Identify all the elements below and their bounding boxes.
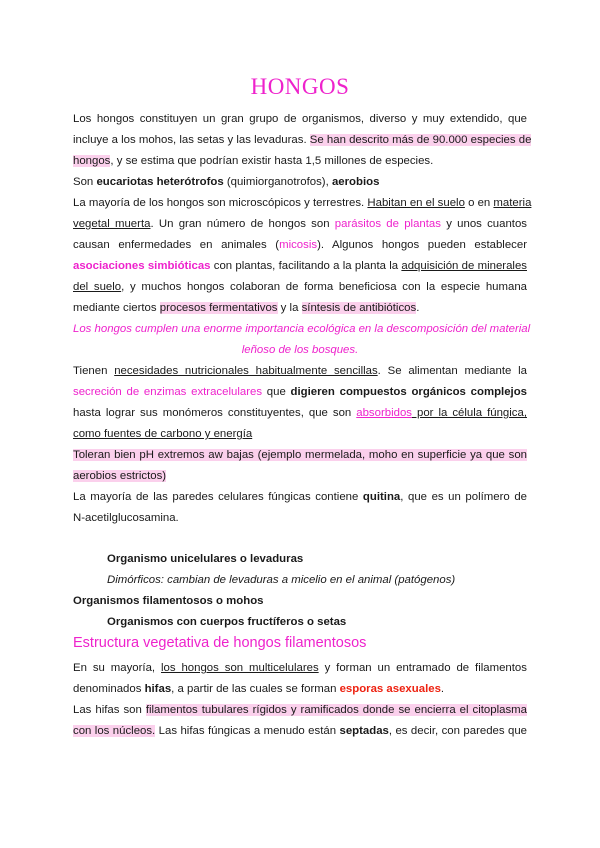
p4-line3: hasta lograr sus monómeros constituyentes, que son absorbidos por la célula fúngica, — [73, 407, 527, 419]
list-subitem: Dimórficos: cambian de levaduras a micelio en el animal (patógenos) — [107, 574, 456, 586]
p1-line3: hongos, y se estima que podrían existir hasta 1,5 millones de especies. — [73, 155, 434, 167]
p1-line1: Los hongos constituyen un gran grupo de organismos, diverso y muy extendido, que — [73, 113, 527, 125]
list-item: Organismo unicelulares o levaduras — [107, 553, 304, 565]
p3-line5: del suelo, y muchos hongos colaboran de forma beneficiosa con la especie humana — [73, 281, 527, 293]
quote-line1: Los hongos cumplen una enorme importancia ecológica en la descomposición del material — [73, 323, 531, 335]
highlight: hongos — [73, 155, 111, 167]
p3-line6: mediante ciertos procesos fermentativos y la síntesis de antibióticos. — [73, 302, 420, 314]
list-item: Organismos con cuerpos fructíferos o setas — [107, 616, 347, 628]
p4-line2: secreción de enzimas extracelulares que digieren compuestos orgánicos complejos — [73, 386, 527, 398]
p5-line2: aerobios estrictos) — [73, 470, 167, 482]
p6-line1: La mayoría de las paredes celulares fúngicas contiene quitina, que es un polímero de — [73, 491, 527, 503]
p3-line1: La mayoría de los hongos son microscópicos y terrestres. Habitan en el suelo o en materia — [73, 197, 532, 209]
quote-line2: leñoso de los bosques. — [241, 344, 359, 356]
p8-line2: con los núcleos. Las hifas fúngicas a menudo están septadas, es decir, con paredes que — [73, 725, 527, 737]
p3-line2: vegetal muerta. Un gran número de hongos son parásitos de plantas y unos cuantos — [73, 218, 527, 230]
p1-line2: incluye a los mohos, las setas y las levaduras. Se han descrito más de 90.000 especies de — [73, 134, 532, 146]
p3-line4: asociaciones simbióticas con plantas, facilitando a la planta la adquisición de minerales — [73, 260, 527, 272]
p4-line1: Tienen necesidades nutricionales habitualmente sencillas. Se alimentan mediante la — [73, 365, 527, 377]
section-heading: Estructura vegetativa de hongos filamentosos — [73, 635, 367, 651]
p6-line2: N-acetilglucosamina. — [73, 512, 179, 524]
p3-line3: causan enfermedades en animales (micosis). Algunos hongos pueden establecer — [73, 239, 527, 251]
document-title: HONGOS — [250, 74, 350, 99]
p7-line2: denominados hifas, a partir de las cuales se forman esporas asexuales. — [73, 683, 445, 695]
p2-line: Son eucariotas heterótrofos (quimiorganotrofos), aerobios — [73, 176, 380, 188]
highlight: Se han descrito más de 90.000 especies de — [309, 134, 532, 146]
p8-line1: Las hifas son filamentos tubulares rígidos y ramificados donde se encierra el citoplasma — [73, 704, 527, 716]
p7-line1: En su mayoría, los hongos son multicelulares y forman un entramado de filamentos — [73, 662, 527, 674]
list-item: Organismos filamentosos o mohos — [73, 595, 264, 607]
p5-line1: Toleran bien pH extremos aw bajas (ejemplo mermelada, moho en superficie ya que son — [73, 449, 527, 461]
p4-line4: como fuentes de carbono y energía — [73, 428, 253, 440]
